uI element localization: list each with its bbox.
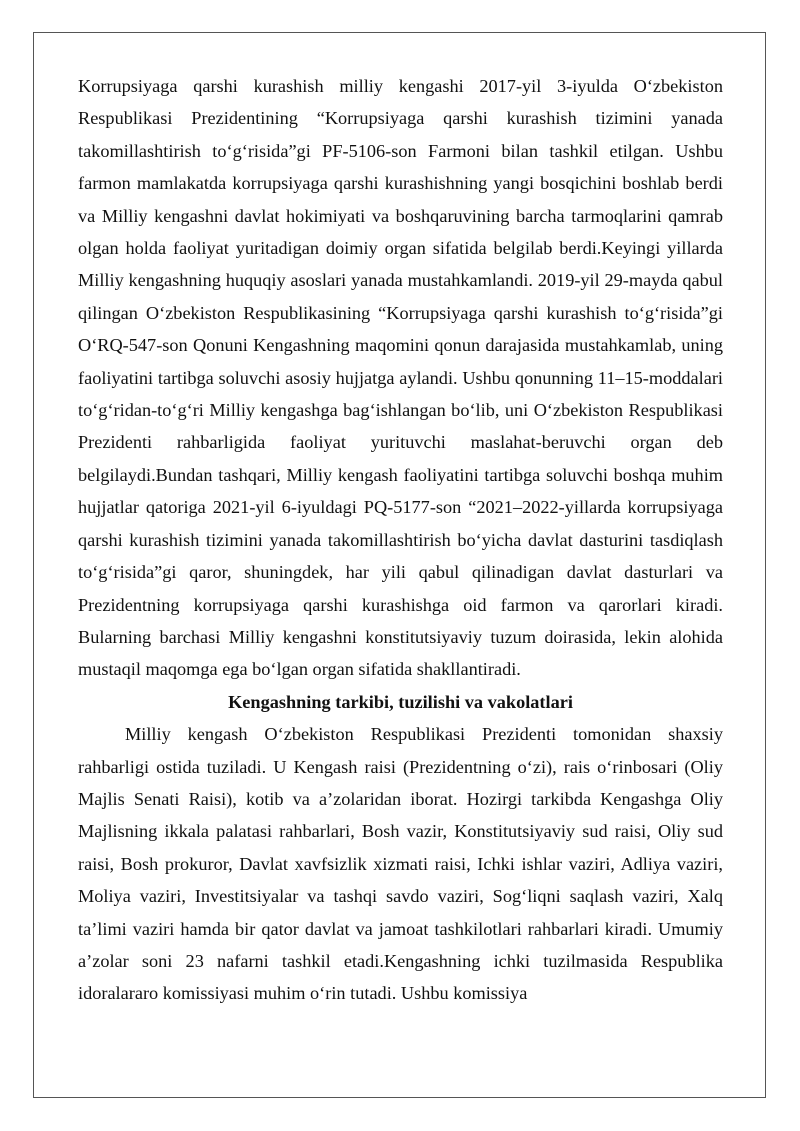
section-heading: Kengashning tarkibi, tuzilishi va vakolatlari <box>228 691 573 712</box>
paragraph-composition: Milliy kengash O‘zbekiston Respublikasi Prezidenti tomonidan shaxsiy rahbarligi ostida tuziladi. U Kengash raisi (Prezidentning o‘zi), rais o‘rinbosari (Oliy Majlis Senati Raisi), kotib va a’zolaridan iborat. Hozirgi tarkibda Kengashga Oliy Majlisning ikkala palatasi rahbarlari, Bosh vazir, Konstitutsiyaviy sud raisi, Oliy sud raisi, Bosh prokuror, Davlat xavfsizlik xizmati raisi, Ichki ishlar vaziri, Adliya vaziri, Moliya vaziri, Investitsiyalar va tashqi savdo vaziri, Sog‘liqni saqlash vaziri, Xalq ta’limi vaziri hamda bir qator davlat va jamoat tashkilotlari rahbarlari kiradi. Umumiy a’zolar soni 23 nafarni tashkil etadi.Kengashning ichki tuzilmasida Respublika idoralararo komissiyasi muhim o‘rin tutadi. Ushbu komissiya <box>78 724 723 1004</box>
document-body <box>78 70 723 1010</box>
paragraph-intro: Korrupsiyaga qarshi kurashish milliy kengashi 2017-yil 3-iyulda O‘zbekiston Respublikasi Prezidentining “Korrupsiyaga qarshi kurashish tizimini yanada takomillashtirish to‘g‘risida”gi PF-5106-son Farmoni bilan tashkil etilgan. Ushbu farmon mamlakatda korrupsiyaga qarshi kurashishning yangi bosqichini boshlab berdi va Milliy kengashni davlat hokimiyati va boshqaruvining barcha tarmoqlarini qamrab olgan holda faoliyat yuritadigan doimiy organ sifatida belgilab berdi.Keyingi yillarda Milliy kengashning huquqiy asoslari yanada mustahkamlandi. 2019-yil 29-mayda qabul qilingan O‘zbekiston Respublikasining “Korrupsiyaga qarshi kurashish to‘g‘risida”gi O‘RQ-547-son Qonuni Kengashning maqomini qonun darajasida mustahkamlab, uning faoliyatini tartibga soluvchi asosiy hujjatga aylandi. Ushbu qonunning 11–15-moddalari to‘g‘ridan-to‘g‘ri Milliy kengashga bag‘ishlangan bo‘lib, uni O‘zbekiston Respublikasi Prezidenti rahbarligida faoliyat yurituvchi maslahat-beruvchi organ deb belgilaydi.Bundan tashqari, Milliy kengash faoliyatini tartibga soluvchi boshqa muhim hujjatlar qatoriga 2021-yil 6-iyuldagi PQ-5177-son “2021–2022-yillarda korrupsiyaga qarshi kurashish tizimini yanada takomillashtirish bo‘yicha davlat dasturini tasdiqlash to‘g‘risida”gi qaror, shuningdek, har yili qabul qilinadigan davlat dasturlari va Prezidentning korrupsiyaga qarshi kurashishga oid farmon va qarorlari kiradi. Bularning barchasi Milliy kengashni konstitutsiyaviy tuzum doirasida, lekin alohida mustaqil maqomga ega bo‘lgan organ sifatida shakllantiradi. <box>78 76 723 680</box>
